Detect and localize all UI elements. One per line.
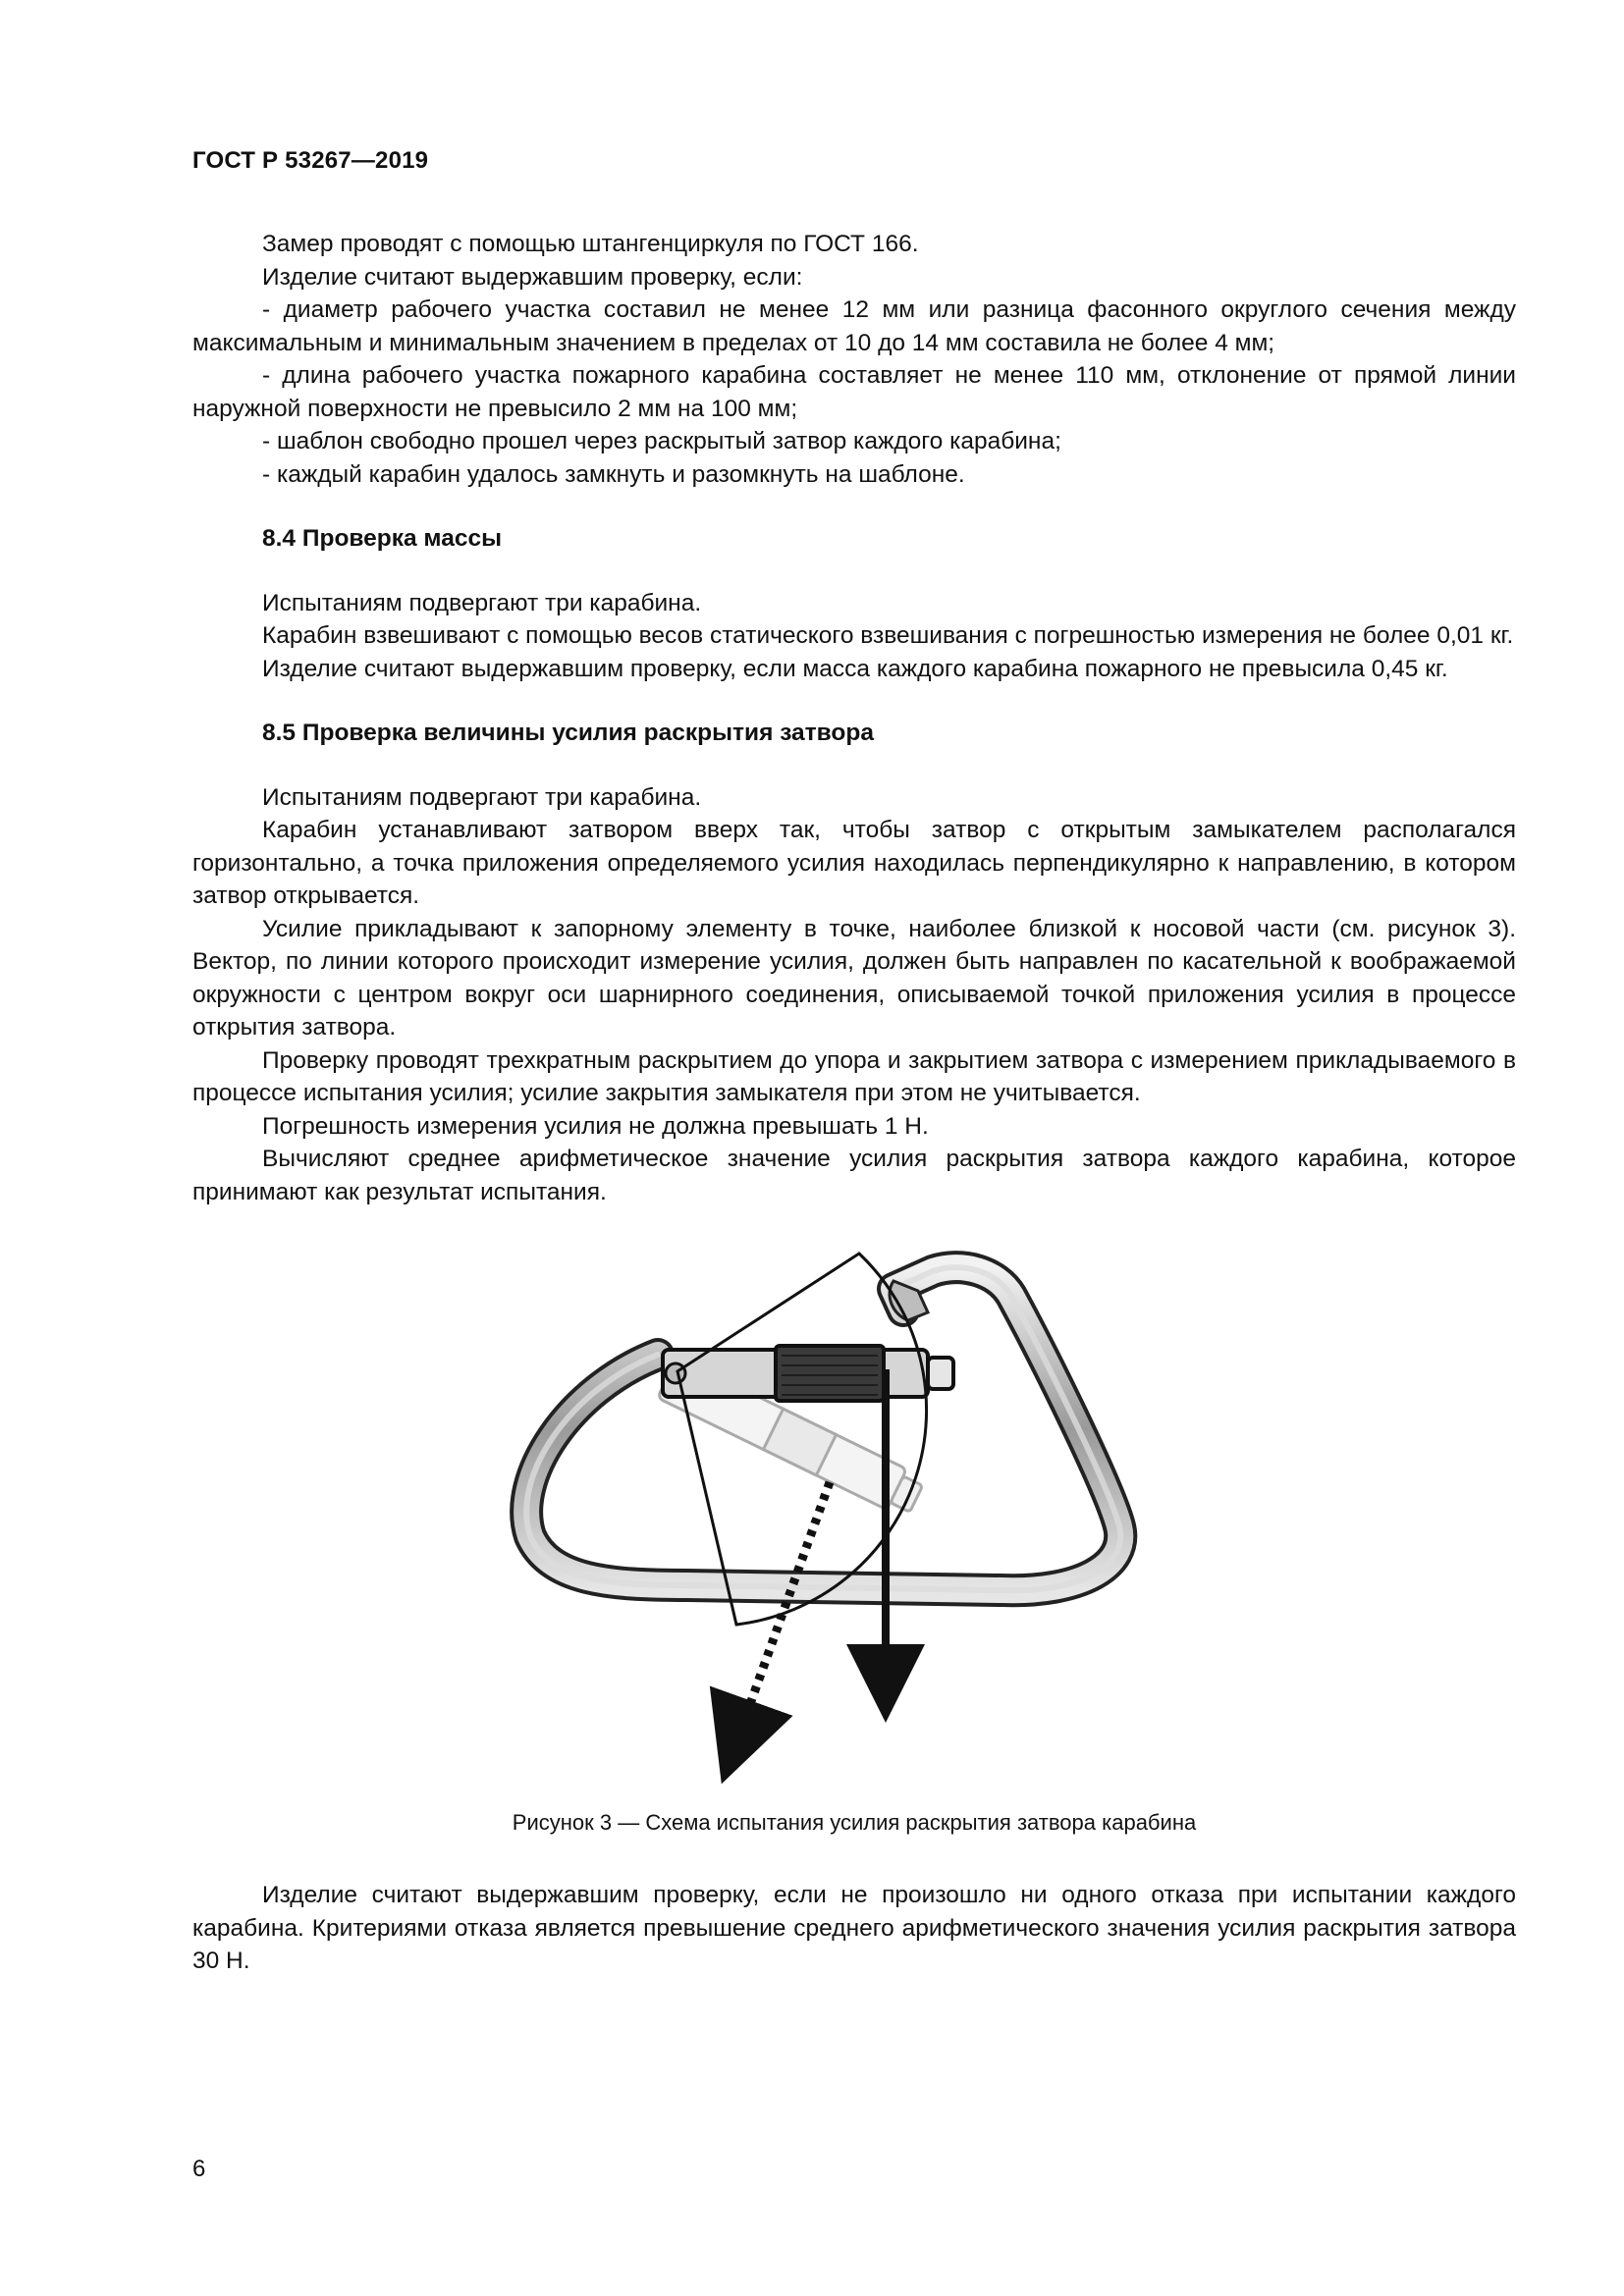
paragraph: Изделие считают выдержавшим проверку, если: <box>262 263 803 291</box>
paragraph: Погрешность измерения усилия не должна превышать 1 Н. <box>262 1112 929 1140</box>
paragraph: Карабин взвешивают с помощью весов статического взвешивания с погрешностью измерения не более 0,01 кг. <box>262 622 1514 649</box>
spacer <box>192 556 1516 587</box>
spacer <box>192 685 1516 717</box>
paragraph: Карабин устанавливают затвором вверх так, чтобы затвор с открытым замыкателем располагался горизонтально, а точка приложения определяемого усилия находилась перпендикулярно к направлению, в котором затвор открывается. <box>192 817 1516 909</box>
paragraph: Замер проводят с помощью штангенциркуля по ГОСТ 166. <box>262 231 919 257</box>
spacer <box>192 750 1516 781</box>
carabiner-test-figure <box>491 1242 1178 1791</box>
paragraph: Проверку проводят трехкратным раскрытием до упора и закрытием затвора с измерением прикладываемого в процессе испытания усилия; усилие закрытия замыкателя при этом не учитывается. <box>192 1046 1516 1106</box>
conclusion-text-block <box>192 1879 1516 1978</box>
list-item: - каждый карабин удалось замкнуть и разомкнуть на шаблоне. <box>262 460 965 488</box>
document-id-header: ГОСТ Р 53267—2019 <box>192 147 429 174</box>
paragraph: Вычисляют среднее арифметическое значение усилия раскрытия затвора каждого карабина, которое принимают как результат испытания. <box>192 1146 1516 1205</box>
list-item: - диаметр рабочего участка составил не менее 12 мм или разница фасонного округлого сечения между максимальным и минимальным значением в пределах от 10 до 14 мм составила не более 4 мм; <box>192 296 1516 356</box>
spacer <box>192 491 1516 522</box>
page-number: 6 <box>192 2156 206 2182</box>
section-heading-8-5: 8.5 Проверка величины усилия раскрытия затвора <box>262 720 874 746</box>
paragraph: Испытаниям подвергают три карабина. <box>262 783 702 811</box>
list-item: - длина рабочего участка пожарного карабина составляет не менее 110 мм, отклонение от прямой линии наружной поверхности не превысило 2 мм на 100 мм; <box>192 362 1516 422</box>
main-text-block <box>192 228 1516 1208</box>
section-heading-8-4: 8.4 Проверка массы <box>262 525 503 552</box>
carabiner-diagram <box>491 1242 1178 1791</box>
paragraph: Усилие прикладывают к запорному элементу в точке, наиболее близкой к носовой части (см. рисунок 3). Вектор, по линии которого происходит измерение усилия, должен быть направлен по касательной к воображаемой окружности с центром вокруг оси шарнирного соединения, описываемой точкой приложения усилия в процессе открытия затвора. <box>192 915 1516 1041</box>
paragraph: Изделие считают выдержавшим проверку, если не произошло ни одного отказа при испытании каждого карабина. Критериями отказа является превышение среднего арифметического значения усилия раскрытия затвора 30 Н. <box>192 1882 1516 1974</box>
paragraph: Испытаниям подвергают три карабина. <box>262 589 702 616</box>
paragraph: Изделие считают выдержавшим проверку, если масса каждого карабина пожарного не превысила 0,45 кг. <box>262 655 1448 682</box>
list-item: - шаблон свободно прошел через раскрытый затвор каждого карабина; <box>262 428 1061 454</box>
figure-caption: Рисунок 3 — Схема испытания усилия раскрытия затвора карабина <box>512 1810 1197 1835</box>
